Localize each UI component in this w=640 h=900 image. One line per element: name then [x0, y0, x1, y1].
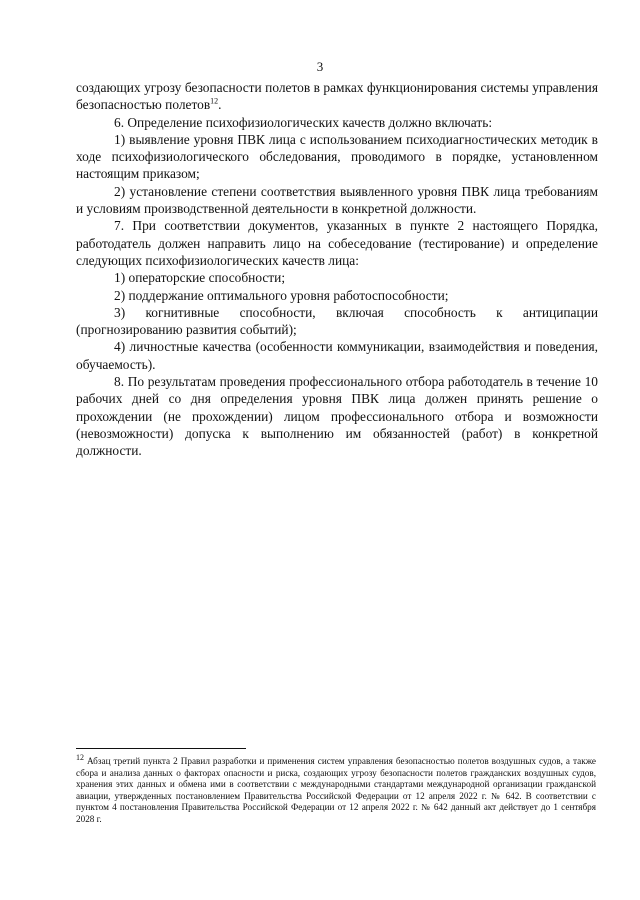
paragraph-item-7-3: 3) когнитивные способности, включая способность к антиципации (прогнозированию развития событий);	[76, 304, 598, 338]
page-number: 3	[316, 59, 324, 74]
paragraph-item-8: 8. По результатам проведения профессионального отбора работодатель в течение 10 рабочих дней со дня определения уровня ПВК лица должен принять решение о прохождении (не прохождении) лицом профессионального отбора и возможности (невозможности) допуска к выполнению им обязанностей (работ) в конкретной должности.	[76, 374, 598, 459]
paragraph-item-6: 6. Определение психофизиологических качеств должно включать:	[114, 114, 493, 130]
footnote-reference[interactable]: 12	[210, 96, 219, 106]
paragraph-text: создающих угрозу безопасности полетов в рамках функционирования системы управления безопасностью полетов	[76, 80, 598, 113]
paragraph-item-7-4: 4) личностные качества (особенности коммуникации, взаимодействия и поведения, обучаемость).	[76, 339, 598, 372]
paragraph-item-6-1: 1) выявление уровня ПВК лица с использованием психодиагностических методик в ходе психофизиологического обследования, проводимого в порядке, установленном настоящим приказом;	[76, 131, 598, 182]
footnote-text: Абзац третий пункта 2 Правил разработки и применения систем управления безопасностью полетов воздушных судов, а также сбора и анализа данных о факторах опасности и риска, создающих угрозу безопасности полетов гражданских воздушных судов, хранения этих данных и обмена ими в соответствии с международными стандартами международной организации гражданской авиации, утвержденных постановлением Правительства Российской Федерации от 12 апреля 2022 г. № 642. В соответствии с пунктом 4 постановления Правительства Российской Федерации от 12 апреля 2022 г. № 642 данный акт действует до 1 сентября 2028 г.	[76, 756, 596, 824]
footnote-marker: 12	[76, 752, 84, 762]
footnote	[76, 752, 596, 826]
paragraph-continuation	[76, 79, 598, 114]
footnote-paragraph	[76, 752, 596, 826]
paragraph-item-7-2: 2) поддержание оптимального уровня работоспособности;	[114, 287, 449, 303]
body-text	[76, 79, 598, 460]
paragraph-item-7-1: 1) операторские способности;	[114, 270, 286, 286]
paragraph-item-7: 7. При соответствии документов, указанных в пункте 2 настоящего Порядка, работодатель должен направить лицо на собеседование (тестирование) и определение следующих психофизиологических качеств лица:	[76, 218, 598, 268]
footnote-separator	[76, 748, 246, 749]
paragraph-end-punctuation: .	[218, 97, 222, 113]
paragraph-item-6-2: 2) установление степени соответствия выявленного уровня ПВК лица требованиям и условиям производственной деятельности в конкретной должности.	[76, 183, 598, 217]
